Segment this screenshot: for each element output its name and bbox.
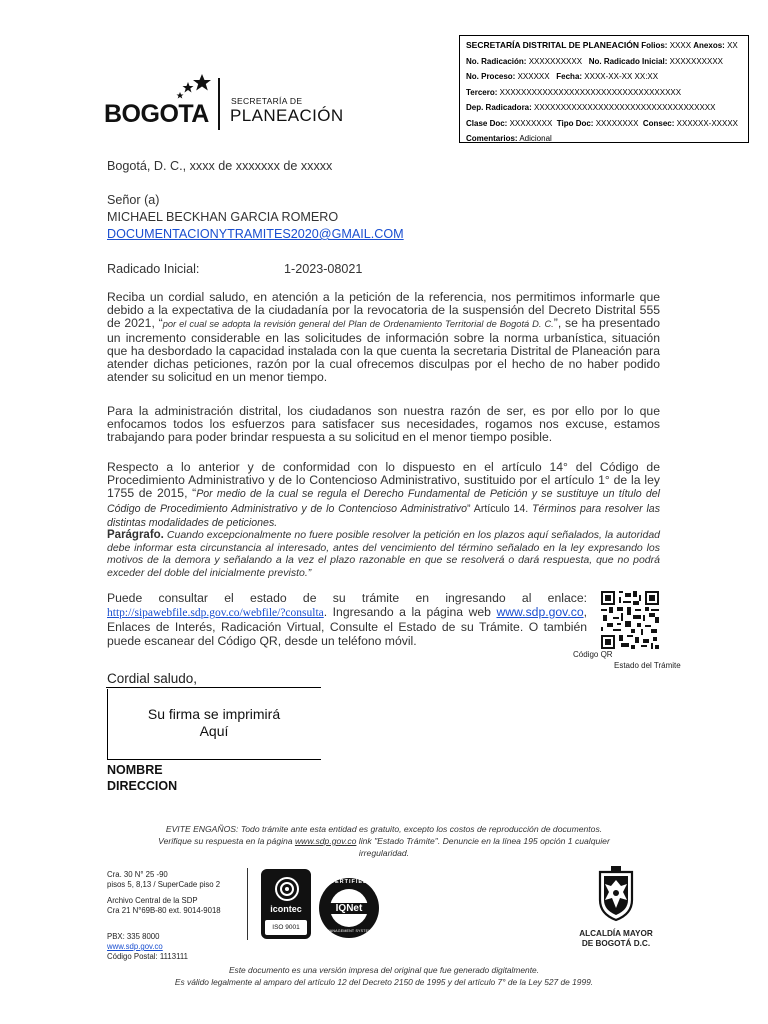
footer-address-1: Cra. 30 N° 25 -90 bbox=[107, 870, 168, 879]
qr-code-icon[interactable] bbox=[601, 591, 659, 649]
logo-bogota-text: BOGOTA bbox=[104, 100, 209, 128]
signature-top-line bbox=[106, 687, 321, 688]
paragraph-paragrafo: Parágrafo. Cuando excepcionalmente no fuere posible resolver la petición en los plazos aquí señalados, la autoridad debe informar esta circunstancia al interesado, antes del vencimiento del término señalado en la ley expresando los motivos de la demora y señalando a la vez el plazo razonable en que se resolverá o dará respuesta, que no podrá exceder del doble del inicialmente previsto.” bbox=[107, 529, 660, 579]
alcaldia-label: ALCALDÍA MAYOR DE BOGOTÁ D.C. bbox=[579, 929, 653, 948]
iso-label: ISO 9001 bbox=[265, 920, 307, 935]
info-row-clase: Clase Doc: XXXXXXXX Tipo Doc: XXXXXXXX Consec: XXXXXX-XXXXX bbox=[466, 118, 739, 128]
closing-greeting: Cordial saludo, bbox=[107, 671, 198, 686]
info-row-comentarios: Comentarios: Adicional bbox=[466, 134, 552, 143]
recipient-name: MICHAEL BECKHAN GARCIA ROMERO bbox=[107, 210, 339, 224]
signature-placeholder: Su firma se imprimirá Aquí bbox=[147, 706, 281, 739]
footer-website-link[interactable]: www.sdp.gov.co bbox=[107, 942, 163, 951]
footer-archive-2: Cra 21 N°69B-80 ext. 9014-9018 bbox=[107, 906, 221, 915]
bogota-coat-of-arms-icon bbox=[597, 866, 635, 922]
signer-block bbox=[107, 762, 177, 794]
management-system-label: MANAGEMENT SYSTEM bbox=[326, 929, 372, 933]
paragraph-3: Respecto a lo anterior y de conformidad con lo dispuesto en el artículo 14° del Código de Procedimiento Administrativo y de lo Contencioso Administrativo, sustituido por el artículo 1° de la ley 1755 de 2015, “Por medio de la cual se regula el Derecho Fundamental de Petición y se sustituye un título del Código de Procedimiento Administrativo y de lo Contencioso Administrativo” Artículo 14. Términos para resolver las distintas modalidades de peticiones. bbox=[107, 460, 661, 529]
paragraph-1: Reciba un cordial saludo, en atención a la petición de la referencia, nos permitimos informarle que debido a la expectativa de la ciudadanía por la revocatoria de la suspensión del Decreto Distrital 555 de 2021, “por el cual se adopta la revisión general del Plan de Ordenamiento Territorial de Bogotá D. C.”, se ha presentado un incremento considerable en las solicitudes de información sobre la norma urbanística, situación que ha desbordado la capacidad instalada con la que cuenta la secretaria Distrital de Planeación para atender dichas peticiones, razón por la cual ofrecemos disculpas por el hecho de no haber podido atender su solicitud en un menor tiempo. bbox=[107, 290, 660, 385]
qr-status-label: Estado del Trámite bbox=[614, 661, 681, 670]
icontec-logo bbox=[261, 869, 311, 939]
sdp-website-link[interactable]: www.sdp.gov.co bbox=[496, 605, 584, 619]
logo-secretaria-text: SECRETARÍA DE bbox=[231, 96, 303, 106]
paragraph-consulta: Puede consultar el estado de su trámite en ingresando al enlace: http://sipawebfile.sdp.gov.co/webfile/?consulta. Ingresando a la página web www.sdp.gov.co, Enlaces de Interés, Radicación Virtual, Consulte el Estado de su Trámite. O también puede escanear del Código QR, desde un teléfono móvil. bbox=[107, 591, 587, 648]
salutation: Señor (a) bbox=[107, 193, 160, 207]
recipient-email-link[interactable]: DOCUMENTACIONYTRAMITES2020@GMAIL.COM bbox=[107, 227, 404, 241]
footer-postal-code: Código Postal: 1113111 bbox=[107, 952, 188, 961]
paragraph-2: Para la administración distrital, los ciudadanos son nuestra razón de ser, es por ello por lo que enfocamos todos los esfuerzos para satisfacer sus necesidades, rogamos nos excuse, estamos trabajando para poder brindar respuesta a su solicitud en el menor tiempo posible. bbox=[107, 404, 660, 445]
info-row-proceso: No. Proceso: XXXXXX Fecha: XXXX-XX-XX XX:XX bbox=[466, 72, 659, 81]
date-line: Bogotá, D. C., xxxx de xxxxxxx de xxxxx bbox=[107, 159, 333, 173]
footer-warning: EVITE ENGAÑOS: Todo trámite ante esta entidad es gratuito, excepto los costos de reproducción de documentos. Verifique su respuesta en la página www.sdp.gov.co link "Estado Trámite". Denuncie en la línea 195 opción 1 cualquier irregularidad. bbox=[158, 824, 610, 858]
iqnet-label: IQNet bbox=[335, 903, 363, 914]
info-row-entity: SECRETARÍA DISTRITAL DE PLANEACIÓN Folios: XXXX Anexos: XX bbox=[466, 40, 738, 50]
qr-code-label: Código QR bbox=[573, 650, 613, 659]
footer-archive-1: Archivo Central de la SDP bbox=[107, 896, 198, 905]
signer-address: DIRECCION bbox=[107, 779, 178, 793]
signer-name: NOMBRE bbox=[107, 763, 163, 777]
footer-pbx: PBX: 335 8000 bbox=[107, 932, 160, 941]
icontec-label: icontec bbox=[270, 904, 302, 914]
icontec-emblem-icon bbox=[274, 876, 300, 902]
legal-notice: Este documento es una versión impresa del original que fue generado digitalmente. Es válido legalmente al amparo del artículo 12 del Decreto 2150 de 1995 y del artículo 7° de la Ley 527 de 1999. bbox=[174, 965, 594, 987]
radication-info-box bbox=[459, 35, 749, 143]
logo-stars-icon bbox=[174, 72, 214, 104]
footer-sdp-link[interactable]: www.sdp.gov.co bbox=[294, 836, 357, 846]
logo-divider bbox=[218, 78, 220, 130]
certified-label: CERTIFIED bbox=[329, 879, 369, 885]
sipa-webfile-link[interactable]: http://sipawebfile.sdp.gov.co/webfile/?consulta bbox=[107, 607, 324, 619]
info-row-dependencia: Dep. Radicadora: XXXXXXXXXXXXXXXXXXXXXXXXXXXXXXXXXX bbox=[466, 103, 716, 112]
info-row-tercero: Tercero: XXXXXXXXXXXXXXXXXXXXXXXXXXXXXXXXXX bbox=[466, 87, 682, 97]
logo-planeacion-text: PLANEACIÓN bbox=[230, 106, 344, 125]
radicado-value: 1-2023-08021 bbox=[284, 262, 363, 276]
radicado-label: Radicado Inicial: bbox=[107, 262, 200, 276]
footer-address-2: pisos 5, 8,13 / SuperCade piso 2 bbox=[107, 880, 221, 889]
footer-divider bbox=[247, 868, 248, 940]
info-row-radicacion: No. Radicación: XXXXXXXXXX No. Radicado Inicial: XXXXXXXXXX bbox=[466, 56, 723, 66]
